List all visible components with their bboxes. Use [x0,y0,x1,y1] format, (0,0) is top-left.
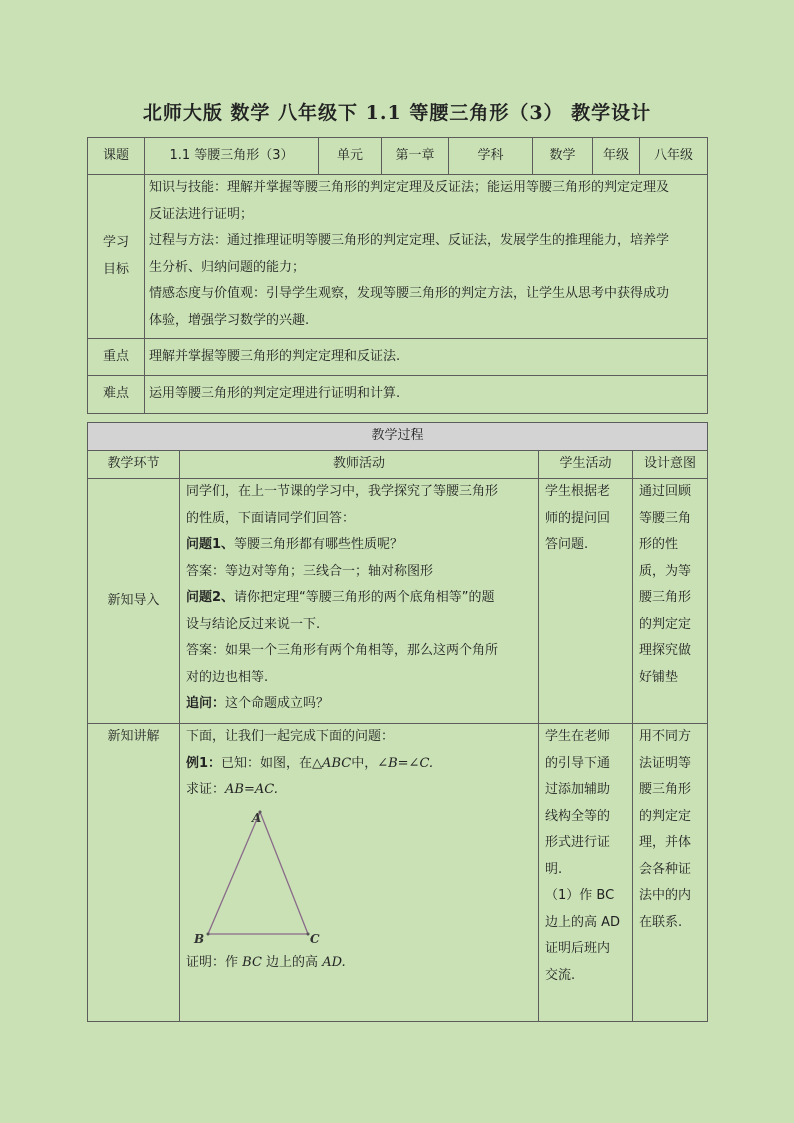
text-line: 形的性 [639,537,679,552]
unit-value: 第一章 [382,138,449,175]
text-line: 边上的高 AD [545,914,621,930]
goal-process: 过程与方法：通过推理证明等腰三角形的判定定理、反证法，发展学生的推理能力，培养学 [149,233,670,248]
student-activity-lesson [539,724,633,1022]
text-line: 设与结论反过来说一下. [186,616,321,632]
goal-knowledge: 知识与技能：理解并掌握等腰三角形的判定定理及反证法；能运用等腰三角形的判定定理及 [149,180,670,195]
follow-up [186,691,532,718]
answer-2: 答案：如果一个三角形有两个角相等，那么这两个角所 [186,643,499,658]
text-line: 对的边也相等. [186,669,269,685]
question-label: 问题2、 [186,590,235,605]
goal-knowledge-cont: 反证法进行证明； [149,206,254,222]
topic-label: 课题 [88,138,145,175]
text-line: 下面，让我们一起完成下面的问题： [186,729,395,744]
proof-line [186,950,532,977]
goal-emotion-cont: 体验，增强学习数学的兴趣. [149,312,310,328]
grade-label: 年级 [593,138,640,175]
header-teacher: 教师活动 [180,451,539,479]
vertex-label-c: C [310,931,320,946]
segment-ad: AD. [322,954,346,970]
text-line: 证明后班内 [545,941,611,956]
text-line: 理探究做 [639,643,692,658]
text-line: 好铺垫 [639,669,679,685]
question-text: 请你把定理“等腰三角形的两个底角相等”的题 [234,590,495,605]
key-point-label: 重点 [88,339,145,376]
text-line: 学生根据老 [545,484,611,499]
text-line: 的引导下通 [545,755,611,771]
goals-label-line: 目标 [102,261,129,277]
text-line: 答问题. [545,537,589,552]
text-line: 师的提问回 [545,510,611,526]
example-1 [186,751,532,778]
difficulty-text: 运用等腰三角形的判定定理进行证明和计算. [145,376,708,414]
grade-value: 八年级 [640,138,708,175]
question-label: 问题1、 [186,537,235,552]
goals-label-line: 学习 [102,235,129,250]
text-line: 用不同方 [639,729,692,744]
text-line: （1）作 BC [545,888,615,903]
triangle-figure [190,804,330,950]
text-line: 法中的内 [639,888,692,903]
design-intent-intro [633,479,708,724]
unit-label: 单元 [319,138,382,175]
text-line: 在联系. [639,914,683,930]
goal-process-cont: 生分析、归纳问题的能力； [149,259,306,275]
stage-lesson: 新知讲解 [88,724,180,1022]
text-line: 等腰三角 [639,510,692,526]
text-line: 过添加辅助 [545,782,611,797]
proof-label: 证明：作 [186,954,239,970]
text-line: 通过回顾 [639,484,692,499]
teacher-activity-lesson [180,724,539,1022]
question-2 [186,585,532,612]
text-line: 的判定定 [639,808,692,824]
vertex-point [207,932,210,935]
table-row [88,479,708,724]
proof-text: 边上的高 [266,954,319,970]
lesson-info-table [87,137,708,414]
difficulty-label: 难点 [88,376,145,414]
key-point-text: 理解并掌握等腰三角形的判定定理和反证法. [145,339,708,376]
prove-statement: AB=AC. [225,782,278,797]
process-title: 教学过程 [88,423,708,451]
text-line: 质，为等 [639,563,692,579]
table-row [88,724,708,1022]
segment-bc: BC [242,954,262,970]
text-line: 同学们，在上一节课的学习中，我学探究了等腰三角形 [186,484,499,499]
goals-content [145,175,708,339]
goal-emotion: 情感态度与价值观：引导学生观察，发现等腰三角形的判定方法，让学生从思考中获得成功 [149,286,670,301]
text-line: 学生在老师 [545,729,611,744]
text-line: 交流. [545,967,576,983]
text-line: 线构全等的 [545,808,611,824]
follow-up-text: 这个命题成立吗？ [225,696,330,711]
subject-label: 学科 [449,138,533,175]
question-1 [186,532,532,559]
text-line: 明. [545,861,563,877]
follow-up-label: 追问： [186,696,226,711]
text-line: 腰三角形 [639,782,692,797]
subject-value: 数学 [533,138,593,175]
example-label: 例1： [186,755,222,771]
angle-condition: ∠B=∠C. [377,755,434,771]
header-intent: 设计意图 [633,451,708,479]
question-text: 等腰三角形都有哪些性质呢？ [234,537,404,552]
topic-value: 1.1 等腰三角形（3） [145,138,319,175]
example-text: 已知：如图，在 [221,755,313,771]
teacher-activity-intro [180,479,539,724]
teaching-process-table [87,422,708,1022]
page-title: 北师大版 数学 八年级下 1.1 等腰三角形（3） 教学设计 [142,102,652,124]
design-intent-lesson [633,724,708,1022]
triangle-abc-shape [208,812,308,934]
triangle-symbol: △ABC [312,755,352,771]
stage-intro: 新知导入 [88,479,180,724]
text-line: 会各种证 [639,861,692,877]
text-line: 腰三角形 [639,590,692,605]
prove-label: 求证： [186,782,226,797]
text-line: 形式进行证 [545,835,611,850]
prove-line [186,777,532,804]
answer-1: 答案：等边对等角；三线合一；轴对称图形 [186,563,434,579]
vertex-label-a: A [252,810,262,825]
goals-label [88,175,145,339]
vertex-label-b: B [194,931,205,946]
student-activity-intro [539,479,633,724]
text-line: 法证明等 [639,755,692,771]
text-line: 理，并体 [639,835,692,850]
header-student: 学生活动 [539,451,633,479]
header-stage: 教学环节 [88,451,180,479]
text-line: 的性质，下面请同学们回答： [186,510,356,526]
example-text: 中， [351,755,378,771]
text-line: 的判定定 [639,616,692,632]
